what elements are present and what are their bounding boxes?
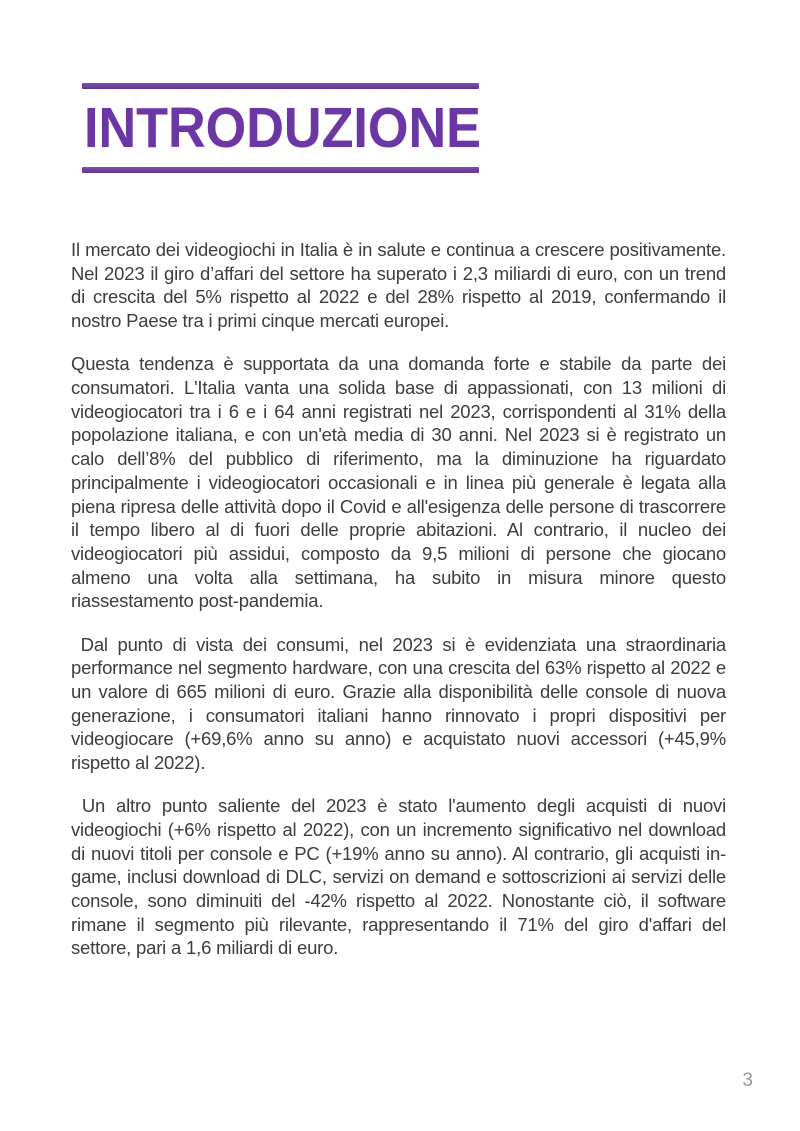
- title-rule-top: [82, 83, 479, 89]
- body-text: [71, 238, 726, 960]
- page-number: 3: [742, 1070, 753, 1091]
- paragraph-hardware-performance: Dal punto di vista dei consumi, nel 2023 si è evidenziata una straordinaria performance nel segmento hardware, con una crescita del 63% rispetto al 2022 e un valore di 665 milioni di euro. Grazie alla disponibilità delle console di nuova generazione, i consumatori italiani hanno rinnovato i propri dispositivi per videogiocare (+69,6% anno su anno) e acquistato nuovi accessori (+45,9% rispetto al 2022).: [71, 633, 726, 774]
- title-rule-bottom: [82, 167, 479, 173]
- paragraph-player-base: Questa tendenza è supportata da una domanda forte e stabile da parte dei consumatori. L'Italia vanta una solida base di appassionati, con 13 milioni di videogiocatori tra i 6 e i 64 anni registrati nel 2023, corrispondenti al 31% della popolazione italiana, e con un'età media di 30 anni. Nel 2023 si è registrato un calo dell’8% del pubblico di riferimento, ma la diminuzione ha riguardato principalmente i videogiocatori occasionali e in linea più generale è legata alla piena ripresa delle attività dopo il Covid e all'esigenza delle persone di trascorrere il tempo libero al di fuori delle proprie abitazioni. Al contrario, il nucleo dei videogiocatori più assidui, composto da 9,5 milioni di persone che giocano almeno una volta alla settimana, ha subito in misura minore questo riassestamento post-pandemia.: [71, 353, 726, 612]
- paragraph-market-growth: Il mercato dei videogiochi in Italia è in salute e continua a crescere positivamente. Nel 2023 il giro d’affari del settore ha superato i 2,3 miliardi di euro, con un trend di crescita del 5% rispetto al 2022 e del 28% rispetto al 2019, confermando il nostro Paese tra i primi cinque mercati europei.: [71, 239, 726, 332]
- section-header: [82, 83, 479, 173]
- paragraph-software-sales: Un altro punto saliente del 2023 è stato l'aumento degli acquisti di nuovi videogiochi (+6% rispetto al 2022), con un incremento significativo nel download di nuovi titoli per console e PC (+19% anno su anno). Al contrario, gli acquisti in-game, inclusi download di DLC, servizi on demand e sottoscrizioni ai servizi delle console, sono diminuiti del -42% rispetto al 2022. Nonostante ciò, il software rimane il segmento più rilevante, rappresentando il 71% del giro d'affari del settore, pari a 1,6 miliardi di euro.: [71, 795, 726, 959]
- page-title: INTRODUZIONE: [84, 95, 481, 160]
